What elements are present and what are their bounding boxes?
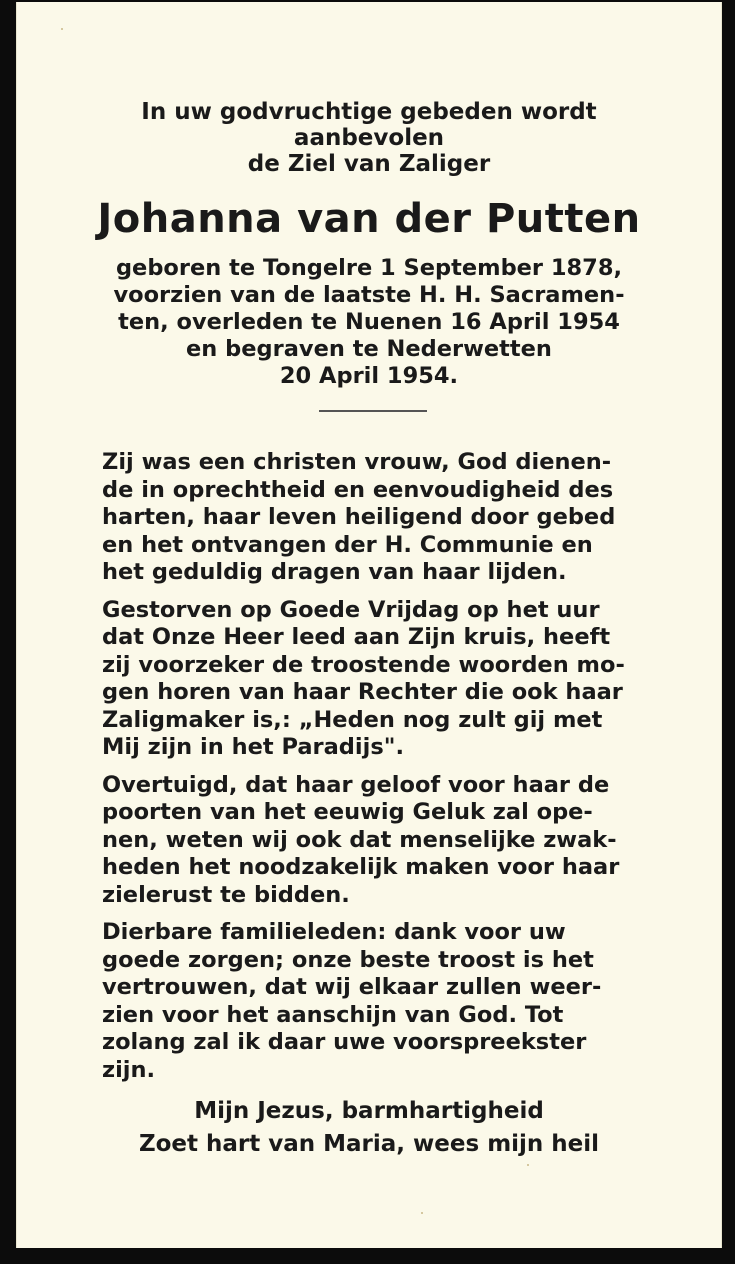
- text-line: de in oprechtheid en eenvoudigheid des: [102, 476, 614, 503]
- text-line: Zaligmaker is,: „Heden nog zult gij met: [102, 706, 603, 733]
- paragraph: [102, 772, 643, 910]
- intro-line-1: In uw godvruchtige gebeden wordt: [141, 99, 597, 125]
- text-line: Zij was een christen vrouw, God dienen-: [102, 449, 612, 475]
- text-line: zij voorzeker de troostende woorden mo-: [102, 651, 625, 678]
- life-details: [17, 255, 721, 390]
- details-line-1: geboren te Tongelre 1 September 1878,: [115, 255, 623, 281]
- paragraph: [102, 597, 643, 762]
- closing-line-2: Zoet hart van Maria, wees mijn heil: [138, 1131, 600, 1157]
- text-line: Overtuigd, dat haar geloof voor haar de: [102, 771, 610, 798]
- text-line: zielerust te bidden.: [102, 881, 350, 908]
- paper-speck: [61, 28, 63, 30]
- text-line: zolang zal ik daar uwe voorspreekster: [102, 1029, 587, 1055]
- text-line: dat Onze Heer leed aan Zijn kruis, heeft: [102, 624, 611, 650]
- text-line: en het ontvangen der H. Communie en: [102, 531, 593, 558]
- divider: [319, 410, 427, 412]
- intro-text: [17, 99, 721, 177]
- deceased-name: Johanna van der Putten: [97, 196, 641, 242]
- closing-prayer: [17, 1095, 721, 1161]
- details-line-3: ten, overleden te Nuenen 16 April 1954: [118, 309, 620, 335]
- paragraph: [102, 449, 643, 587]
- paragraph: [102, 919, 643, 1084]
- memorial-text: [102, 449, 643, 1094]
- paper-speck: [527, 1164, 529, 1166]
- text-line: Gestorven op Goede Vrijdag op het uur: [102, 596, 600, 623]
- paper-speck: [421, 1212, 423, 1214]
- text-line: het geduldig dragen van haar lijden.: [102, 559, 567, 585]
- intro-line-2: aanbevolen: [293, 125, 445, 151]
- text-line: Dierbare familieleden: dank voor uw: [102, 919, 566, 945]
- closing-line-1: Mijn Jezus, barmhartigheid: [194, 1098, 544, 1124]
- text-line: gen horen van haar Rechter die ook haar: [102, 679, 623, 705]
- details-line-5: 20 April 1954.: [279, 363, 459, 389]
- details-line-2: voorzien van de laatste H. H. Sacramen-: [113, 282, 625, 308]
- text-line: vertrouwen, dat wij elkaar zullen weer-: [102, 974, 602, 1000]
- text-line: zien voor het aanschijn van God. Tot: [102, 1001, 564, 1028]
- text-line: goede zorgen; onze beste troost is het: [102, 946, 594, 973]
- text-line: poorten van het eeuwig Geluk zal ope-: [102, 799, 593, 825]
- intro-line-3: de Ziel van Zaliger: [247, 151, 491, 177]
- text-line: harten, haar leven heiligend door gebed: [102, 504, 616, 530]
- memorial-card: [16, 2, 722, 1248]
- text-line: zijn.: [102, 1056, 156, 1083]
- text-line: Mij zijn in het Paradijs".: [102, 734, 404, 760]
- text-line: nen, weten wij ook dat menselijke zwak-: [102, 826, 617, 853]
- details-line-4: en begraven te Nederwetten: [186, 336, 552, 362]
- text-line: heden het noodzakelijk maken voor haar: [102, 854, 620, 880]
